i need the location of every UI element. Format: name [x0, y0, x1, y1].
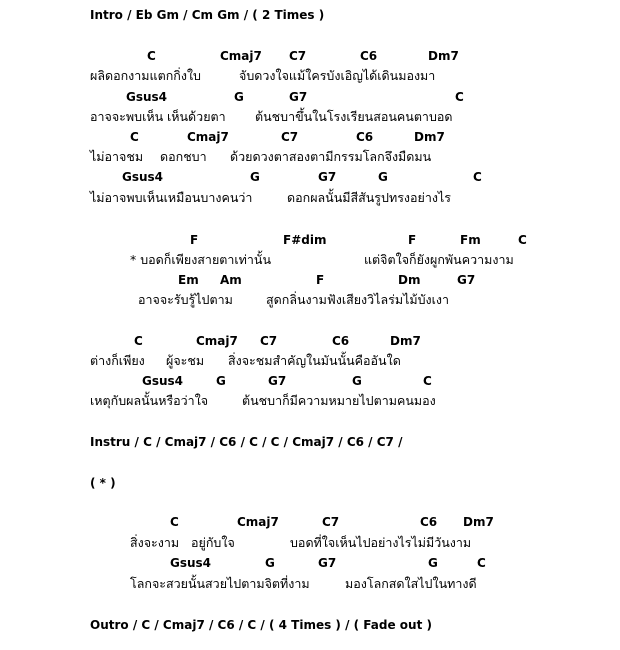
lyric: สิ่งจะงาม: [130, 535, 180, 550]
chord: G7: [457, 273, 476, 287]
chord: Gsus4: [122, 170, 164, 184]
chord: C: [473, 170, 482, 184]
chord: C: [518, 233, 527, 247]
lyric: * บอดก็เพียงสายตาเท่านั้น: [130, 252, 272, 267]
chord: G: [216, 374, 226, 388]
lyric: ต่างก็เพียง: [90, 353, 145, 368]
chord: G7: [268, 374, 287, 388]
chord: Cmaj7: [237, 515, 279, 529]
chord: G7: [318, 556, 337, 570]
chord: C: [455, 90, 464, 104]
chord: C7: [281, 130, 299, 144]
chord: Dm7: [414, 130, 445, 144]
lyric: ดอกผลนั้นมีสีสันรูปทรงอย่างไร: [287, 190, 451, 205]
chord: G: [250, 170, 260, 184]
lyric: ดอกชบา: [160, 149, 207, 164]
lyric: อยู่กับใจ: [191, 535, 235, 550]
chord: G: [428, 556, 438, 570]
intro-line: Intro / Eb Gm / Cm Gm / ( 2 Times ): [90, 8, 325, 22]
chord: G: [265, 556, 275, 570]
chord: C: [130, 130, 139, 144]
chord: C7: [289, 49, 307, 63]
chord: Cmaj7: [187, 130, 229, 144]
chord: F: [190, 233, 199, 247]
lyric: เห็นด้วยตา: [167, 109, 226, 124]
lyric: ผู้จะชม: [166, 353, 205, 368]
chord: G7: [318, 170, 337, 184]
chord: C6: [360, 49, 378, 63]
chord: C7: [260, 334, 278, 348]
chord: Am: [220, 273, 242, 287]
chord: C: [147, 49, 156, 63]
chord: Dm7: [390, 334, 421, 348]
chord: F#dim: [283, 233, 327, 247]
lyric: แต่จิตใจก็ยังผูกพันความงาม: [364, 252, 514, 267]
instru-line: Instru / C / Cmaj7 / C6 / C / C / Cmaj7 / C6 / C7 /: [90, 435, 403, 449]
chord: C: [477, 556, 486, 570]
lyric: บอดที่ใจเห็นไปอย่างไรไม่มีวันงาม: [290, 535, 472, 550]
chord: Gsus4: [142, 374, 184, 388]
lyric: ผลิดอกงามแตกกิ่งใบ: [90, 68, 201, 83]
chord: Dm7: [428, 49, 459, 63]
chord: G: [378, 170, 388, 184]
chord: Cmaj7: [196, 334, 238, 348]
lyric: ไม่อาจชม: [90, 149, 144, 164]
chord: G7: [289, 90, 308, 104]
chord: C: [134, 334, 143, 348]
chord: Gsus4: [170, 556, 212, 570]
lyric: เหตุกับผลนั้นหรือว่าใจ: [90, 393, 209, 408]
chord: Gsus4: [126, 90, 168, 104]
chord: Dm7: [463, 515, 494, 529]
chord: C: [423, 374, 432, 388]
chord: Em: [178, 273, 199, 287]
lyric: ต้นชบาขึ้นในโรงเรียนสอนคนตาบอด: [255, 109, 453, 124]
repeat-marker: ( * ): [90, 476, 116, 490]
lyric: อาจจะพบเห็น: [90, 109, 164, 124]
lyric: ต้นชบาก็มีความหมายไปตามคนมอง: [242, 393, 436, 408]
lyric: มองโลกสดใสไปในทางดี: [345, 576, 477, 591]
chord: C7: [322, 515, 340, 529]
lyric: สูดกลิ่นงามฟังเสียงวิไลร่มไม้บังเงา: [266, 292, 450, 307]
lyric: สิ่งจะชมสำคัญในมันนั้นคืออันใด: [228, 353, 401, 368]
chord: F: [408, 233, 417, 247]
lyric: โลกจะสวยนั้นสวยไปตามจิตที่งาม: [130, 576, 310, 591]
chord: C: [170, 515, 179, 529]
chord: G: [352, 374, 362, 388]
chord: Cmaj7: [220, 49, 262, 63]
chord: C6: [332, 334, 350, 348]
lyric: จับดวงใจแม้ใครบังเอิญได้เดินมองมา: [239, 68, 436, 83]
chord: G: [234, 90, 244, 104]
chord: Fm: [460, 233, 481, 247]
lyric: อาจจะรับรู้ไปตาม: [138, 292, 233, 307]
lyric: ด้วยดวงตาสองตามีกรรมโลกจึงมืดมน: [230, 149, 432, 164]
lyric: ไม่อาจพบเห็นเหมือนบางคนว่า: [90, 190, 253, 205]
chord: C6: [356, 130, 374, 144]
chord: Dm: [398, 273, 421, 287]
chord: C6: [420, 515, 438, 529]
chord: F: [316, 273, 325, 287]
outro-line: Outro / C / Cmaj7 / C6 / C / ( 4 Times ) / ( Fade out ): [90, 618, 432, 632]
